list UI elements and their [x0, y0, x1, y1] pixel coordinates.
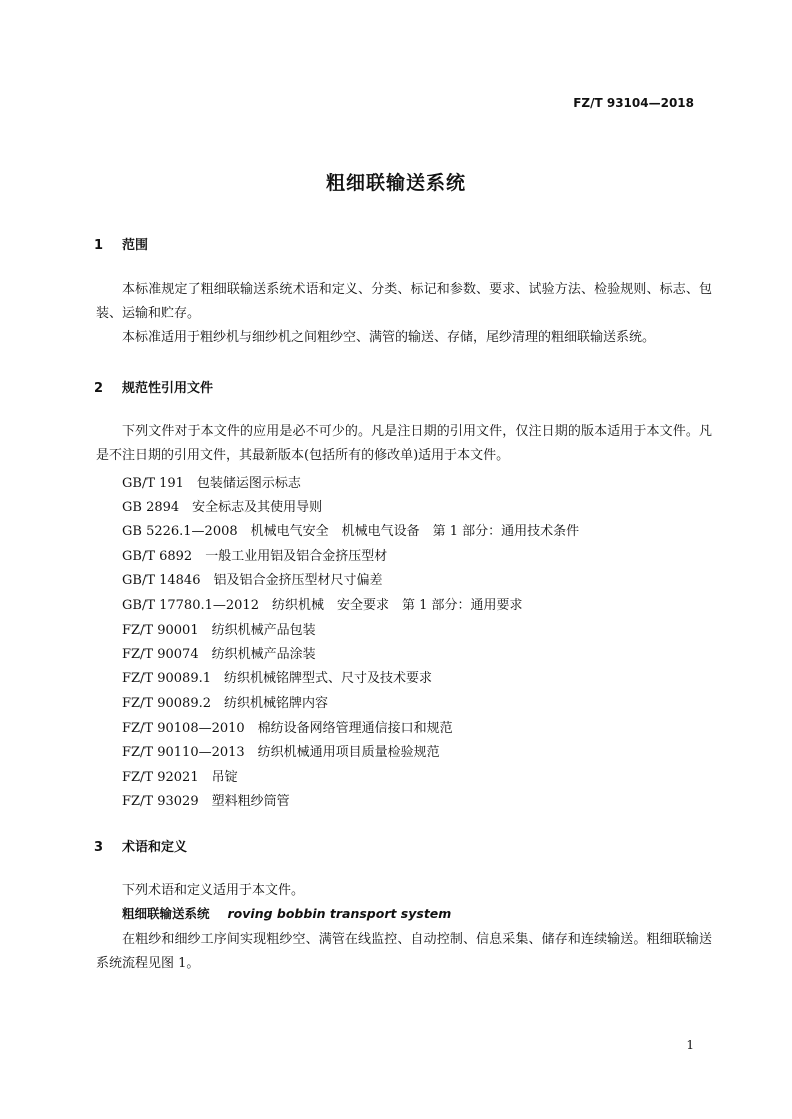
reference-item: GB/T 191 包装储运图示标志	[122, 476, 301, 491]
standard-number: FZ/T 93104—2018	[573, 96, 694, 110]
references-intro: 下列文件对于本文件的应用是必不可少的。凡是注日期的引用文件，仅注日期的版本适用于本文件。凡是不注日期的引用文件，其最新版本(包括所有的修改单)适用于本文件。	[96, 424, 712, 463]
section-number: 1	[94, 238, 104, 253]
reference-item: FZ/T 90089.2 纺织机械铭牌内容	[122, 696, 328, 711]
reference-item: FZ/T 90074 纺织机械产品涂装	[122, 647, 316, 662]
section-number: 3	[94, 840, 104, 855]
term-entry	[122, 904, 451, 922]
section-heading-scope	[94, 234, 148, 253]
section-heading-references	[94, 377, 213, 396]
scope-paragraph-1: 本标准规定了粗细联输送系统术语和定义、分类、标记和参数、要求、试验方法、检验规则、标志、包装、运输和贮存。	[96, 282, 712, 321]
section-number: 2	[94, 381, 104, 396]
terms-intro: 下列术语和定义适用于本文件。	[122, 883, 305, 898]
term-english: roving bobbin transport system	[227, 906, 452, 921]
section-title: 术语和定义	[122, 840, 188, 855]
reference-item: FZ/T 90001 纺织机械产品包装	[122, 623, 316, 638]
section-title: 范围	[122, 238, 149, 253]
section-title: 规范性引用文件	[122, 381, 214, 396]
reference-item: FZ/T 90110—2013 纺织机械通用项目质量检验规范	[122, 745, 440, 760]
section-heading-terms	[94, 836, 187, 855]
reference-item: FZ/T 93029 塑料粗纱筒管	[122, 794, 290, 809]
reference-item: GB 2894 安全标志及其使用导则	[122, 500, 323, 515]
reference-item: GB 5226.1—2008 机械电气安全 机械电气设备 第 1 部分：通用技术条件	[122, 524, 580, 539]
term-definition: 在粗纱和细纱工序间实现粗纱空、满管在线监控、自动控制、信息采集、储存和连续输送。粗细联输送系统流程见图 1。	[96, 932, 712, 971]
reference-item: FZ/T 90108—2010 棉纺设备网络管理通信接口和规范	[122, 721, 453, 736]
term-chinese: 粗细联输送系统	[122, 906, 210, 921]
reference-item: GB/T 14846 铝及铝合金挤压型材尺寸偏差	[122, 573, 383, 588]
reference-item: FZ/T 92021 吊锭	[122, 770, 238, 785]
page-number: 1	[686, 1038, 694, 1052]
document-title: 粗细联输送系统	[325, 172, 466, 194]
reference-item: GB/T 17780.1—2012 纺织机械 安全要求 第 1 部分：通用要求	[122, 598, 523, 613]
reference-item: FZ/T 90089.1 纺织机械铭牌型式、尺寸及技术要求	[122, 671, 432, 686]
scope-paragraph-2: 本标准适用于粗纱机与细纱机之间粗纱空、满管的输送、存储，尾纱清理的粗细联输送系统。	[122, 330, 656, 345]
reference-item: GB/T 6892 一般工业用铝及铝合金挤压型材	[122, 549, 388, 564]
